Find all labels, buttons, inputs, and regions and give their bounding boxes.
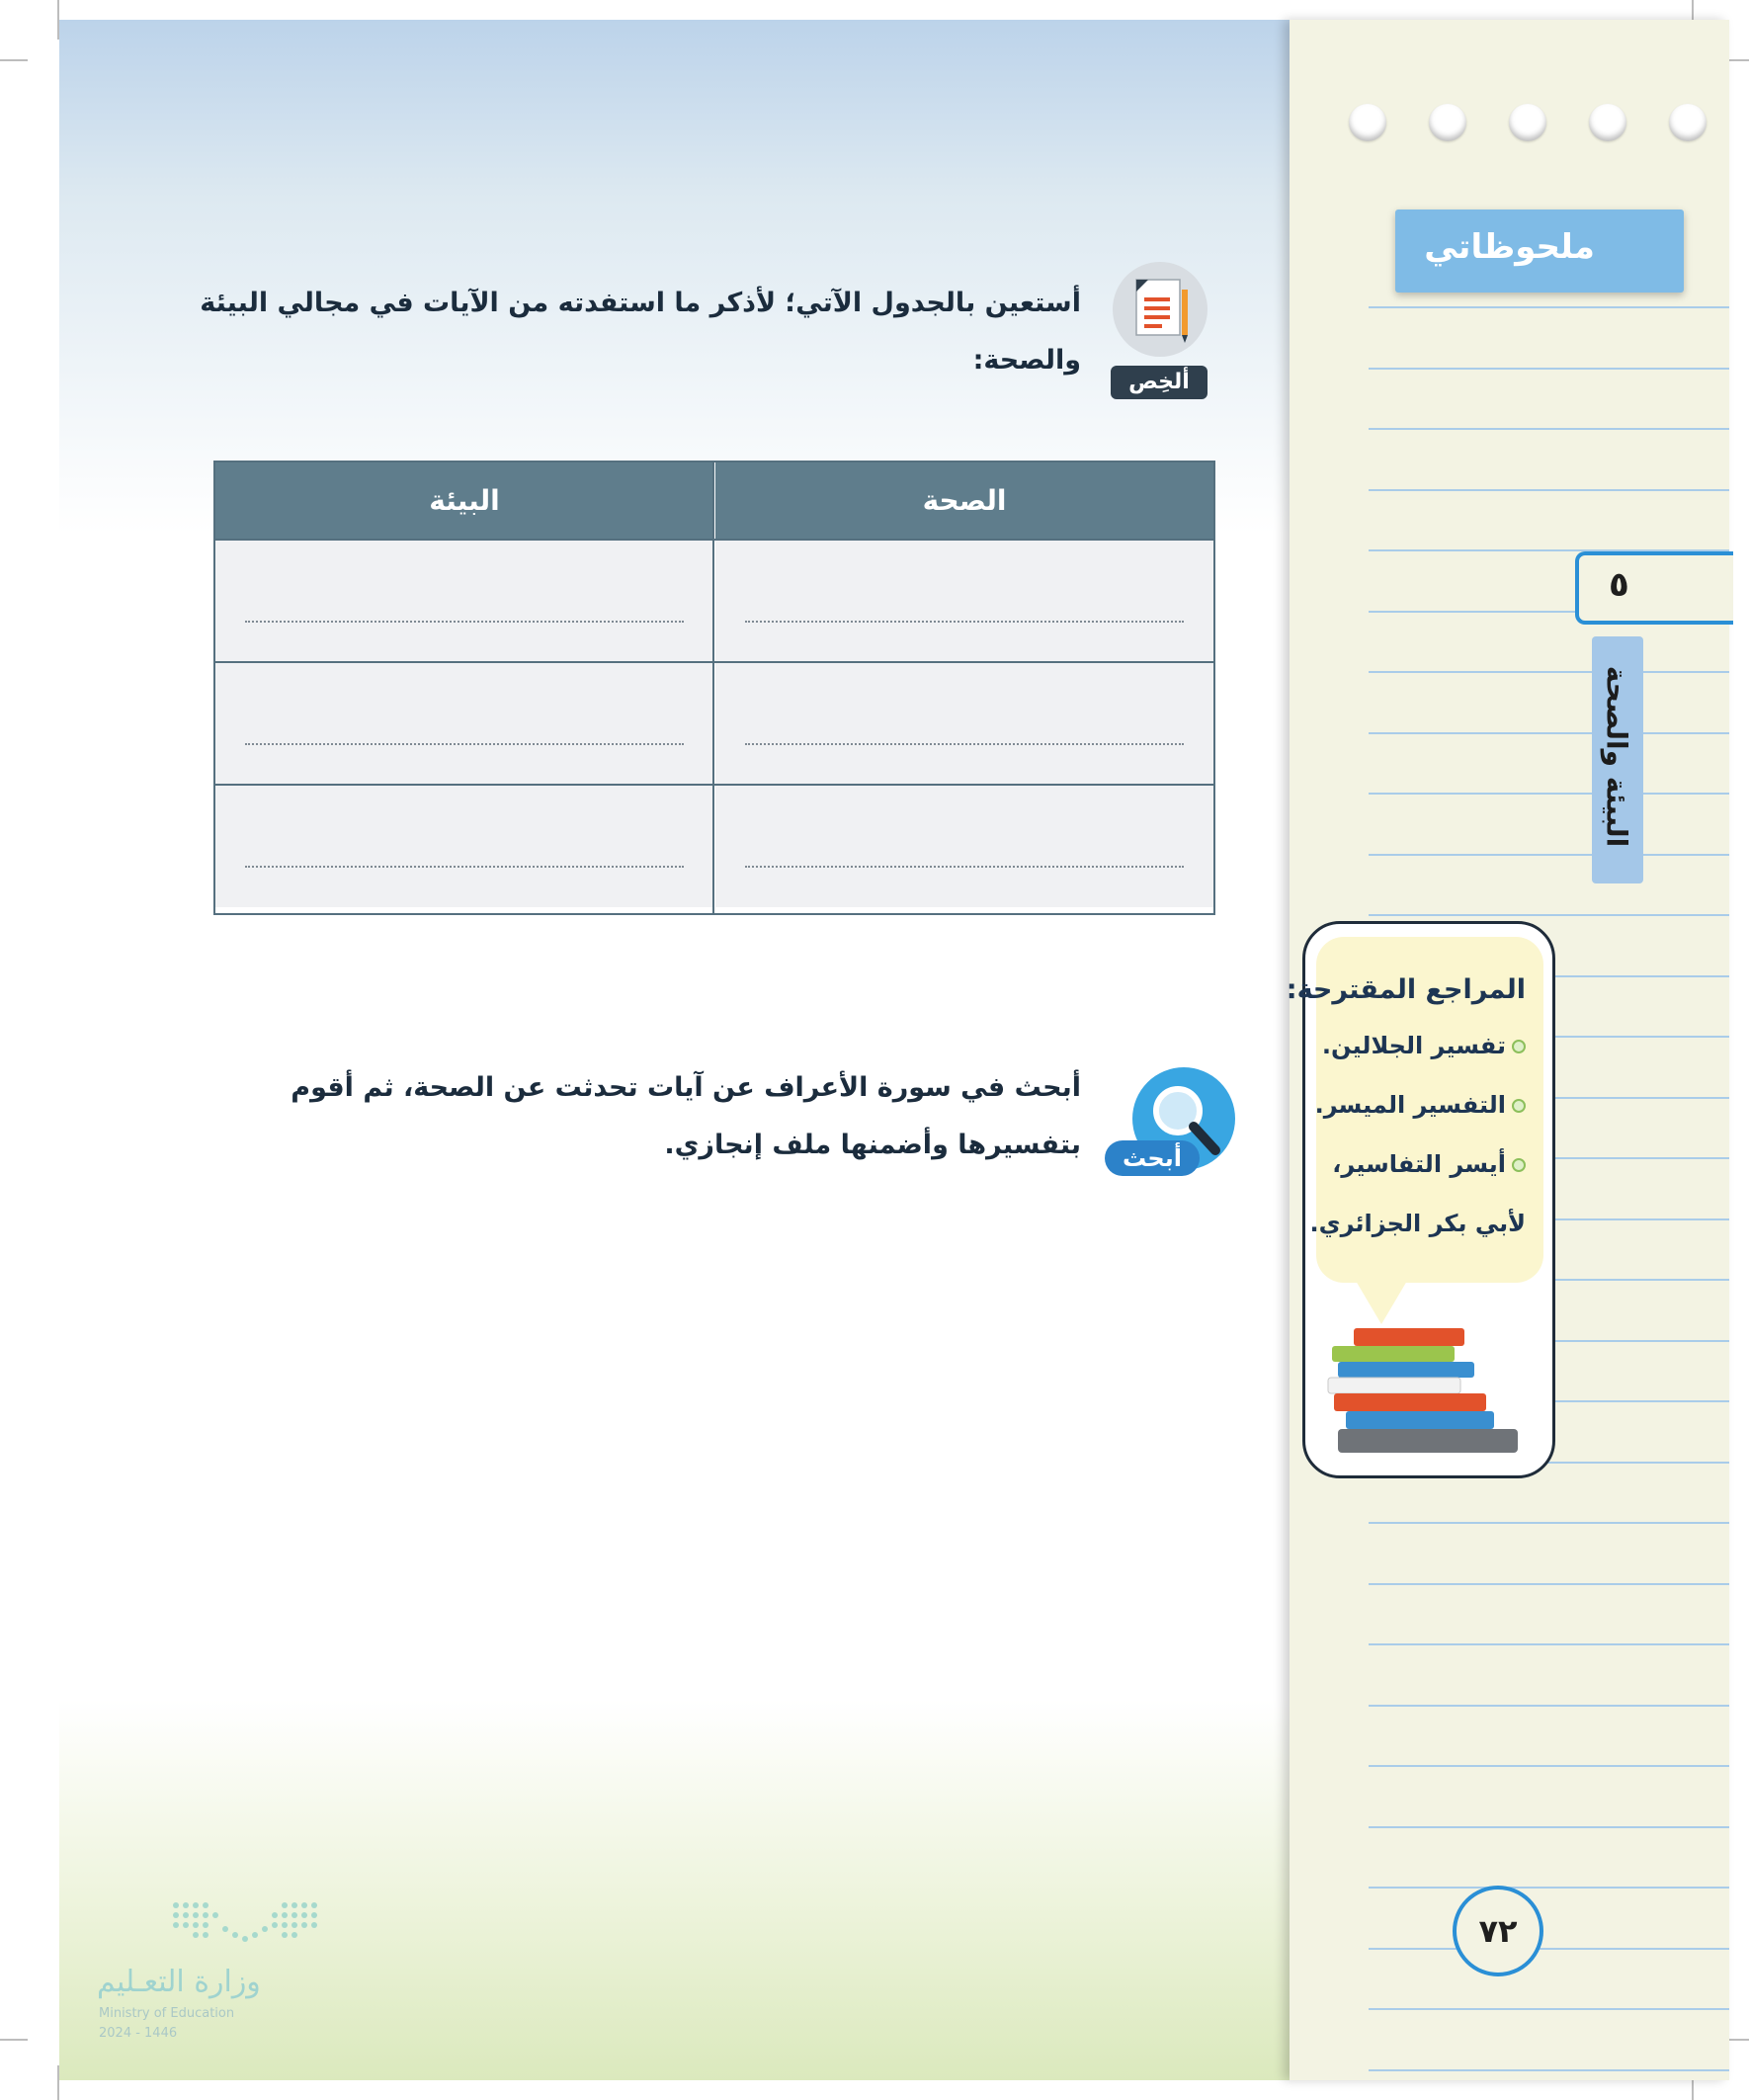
table-divider: [215, 661, 1213, 663]
table-cell-health-1[interactable]: [715, 540, 1213, 662]
research-instruction-line2: بتفسيرها وأضمنها ملف إنجازي.: [664, 1130, 1081, 1160]
ruled-line: [1369, 1705, 1729, 1707]
ruled-line: [1369, 732, 1729, 734]
table-divider: [215, 784, 1213, 786]
bullet-icon: [1512, 1158, 1526, 1172]
ministry-logo-icon: [170, 1899, 320, 1953]
ruled-line: [1369, 1765, 1729, 1767]
document-icon: [1113, 262, 1208, 357]
references-title: المراجع المقترحة:: [1286, 974, 1526, 1005]
binder-hole: [1429, 104, 1466, 141]
bullet-icon: [1512, 1040, 1526, 1053]
ruled-line: [1369, 1826, 1729, 1828]
table-divider: [712, 462, 714, 913]
ruled-line: [1369, 1948, 1729, 1950]
summarize-instruction-line2: والصحة:: [972, 345, 1081, 376]
binder-hole: [1349, 104, 1386, 141]
crop-mark: [0, 59, 28, 61]
health-environment-table: [213, 461, 1215, 915]
table-header-health: الصحة: [715, 462, 1213, 540]
reference-item: تفسير الجلالين.: [1322, 1032, 1526, 1059]
ruled-line: [1369, 914, 1729, 916]
notes-title-banner: [1395, 210, 1684, 293]
table-cell-environment-1[interactable]: [215, 540, 713, 662]
ministry-name-en: Ministry of Education: [99, 2006, 235, 2021]
crop-mark: [0, 2039, 28, 2041]
research-instruction-line1: أبحث في سورة الأعراف عن آيات تحدثت عن الصحة، ثم أقوم: [291, 1072, 1081, 1103]
table-cell-health-3[interactable]: [715, 785, 1213, 907]
ministry-name-ar: وزارة التعـليم: [97, 1965, 261, 1999]
binder-hole: [1589, 104, 1626, 141]
ruled-line: [1369, 489, 1729, 491]
summarize-instruction: [192, 275, 1081, 389]
ruled-line: [1369, 1583, 1729, 1585]
reference-item-continued: لأبي بكر الجزائري.: [1309, 1210, 1526, 1237]
summarize-instruction-line1: أستعين بالجدول الآتي؛ لأذكر ما استفدته من الآيات في مجالي البيئة: [200, 288, 1081, 318]
research-instruction: [192, 1059, 1081, 1174]
ruled-line: [1369, 671, 1729, 673]
ruled-line: [1369, 368, 1729, 370]
books-stack-icon: [1324, 1324, 1532, 1467]
summarize-label: ألخِص: [1111, 366, 1208, 399]
ruled-line: [1369, 1887, 1729, 1889]
unit-title: البيئة والصحة: [1600, 665, 1633, 848]
ruled-line: [1369, 428, 1729, 430]
ruled-line: [1369, 306, 1729, 308]
unit-title-tab: [1592, 636, 1643, 883]
unit-number: ٥: [1609, 565, 1629, 605]
speech-bubble-tail: [1356, 1281, 1407, 1324]
page-number: ٧٢: [1453, 1886, 1543, 1976]
table-divider: [215, 539, 1213, 541]
ministry-year: 2024 - 1446: [99, 2026, 178, 2041]
binder-hole: [1669, 104, 1707, 141]
ruled-line: [1369, 854, 1729, 856]
reference-item: التفسير الميسر.: [1315, 1091, 1526, 1119]
table-cell-environment-2[interactable]: [215, 662, 713, 785]
references-speech-bubble: [1286, 937, 1543, 1283]
ruled-line: [1369, 2008, 1729, 2010]
table-cell-health-2[interactable]: [715, 662, 1213, 785]
table-header-environment: البيئة: [215, 462, 713, 540]
reference-item: أيسر التفاسير،: [1332, 1150, 1526, 1178]
ruled-line: [1369, 2069, 1729, 2071]
unit-number-box: [1575, 551, 1733, 625]
table-cell-environment-3[interactable]: [215, 785, 713, 907]
notes-title: ملحوظاتي: [1424, 227, 1595, 267]
bullet-icon: [1512, 1099, 1526, 1113]
binder-hole: [1509, 104, 1546, 141]
ruled-line: [1369, 1522, 1729, 1524]
ruled-line: [1369, 1643, 1729, 1645]
research-label: أبحث: [1105, 1140, 1200, 1176]
ruled-line: [1369, 793, 1729, 795]
